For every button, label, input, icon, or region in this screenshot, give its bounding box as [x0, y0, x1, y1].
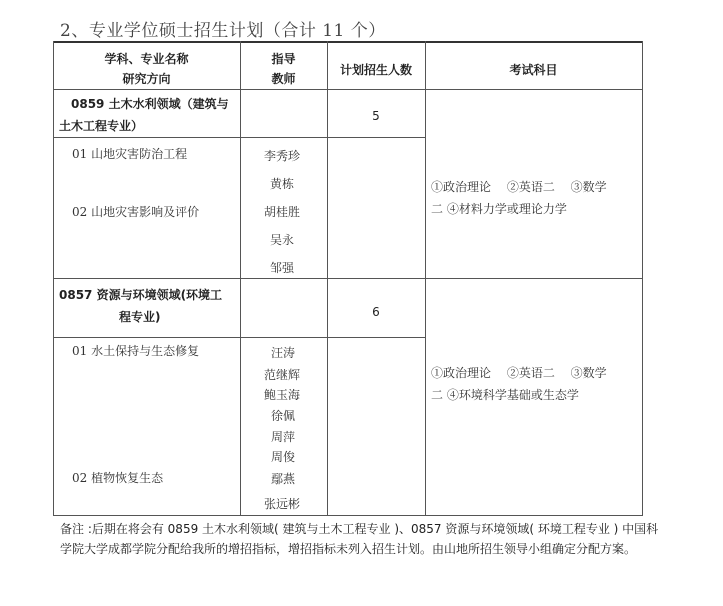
header-teacher [240, 49, 327, 89]
section1-plan-count: 5 [372, 109, 380, 123]
table-top-border [53, 41, 643, 43]
section2-teacher-6: 周俊 [271, 450, 296, 464]
header-subject [53, 49, 240, 89]
section2-teacher-1: 汪涛 [271, 346, 296, 360]
section2-teacher-8: 张远彬 [264, 497, 301, 511]
section2-exam-line1: ①政治理论 ②英语二 ③数学 [431, 366, 607, 380]
page-title: 2、专业学位硕士招生计划（合计 11 个） [60, 21, 386, 41]
section2-field-divider [53, 337, 425, 338]
section1-exam-line1: ①政治理论 ②英语二 ③数学 [431, 180, 607, 194]
section1-teacher-2: 黄栋 [270, 177, 295, 191]
section1-field-name [59, 93, 239, 137]
section1-field-line1: 0859 土木水利领域（建筑与 [71, 97, 229, 111]
col-divider-1 [240, 41, 241, 516]
section1-exam-line2: 二 ④材料力学或理论力学 [431, 202, 567, 216]
section2-direction-2: 02 植物恢复生态 [72, 471, 164, 485]
header-teacher-line1: 指导 [271, 52, 296, 66]
section2-teacher-5: 周萍 [271, 430, 296, 444]
section2-plan-count: 6 [372, 305, 380, 319]
section1-direction-1: 01 山地灾害防治工程 [72, 147, 188, 161]
section1-teacher-4: 吴永 [270, 233, 295, 247]
col-divider-3 [425, 41, 426, 516]
footnote: 备注 :后期在将会有 0859 土木水利领域( 建筑与土木工程专业 )、0857 资源与环境领域( 环境工程专业 ) 中国科学院大学成都学院分配给我所的增招指标，增招指标未列入招生计划。由山地所招生领导小组确定分配方案。 [60, 522, 659, 556]
section2-exam-line2: 二 ④环境科学基础或生态学 [431, 388, 579, 402]
table-right-border [642, 41, 643, 516]
header-bottom-border [53, 89, 643, 90]
header-plan: 计划招生人数 [339, 63, 412, 77]
section2-teacher-2: 范继辉 [264, 368, 301, 382]
section2-teacher-4: 徐佩 [271, 409, 296, 423]
section1-teacher-1: 李秀珍 [264, 149, 301, 163]
table-left-border [53, 41, 54, 516]
section1-exam-subjects [431, 176, 639, 220]
section2-field-line2: 程专业) [119, 310, 161, 324]
section2-field-name [59, 284, 239, 328]
section2-teacher-7: 鄢燕 [271, 472, 296, 486]
section2-exam-subjects [431, 362, 639, 406]
section1-teacher-5: 邹强 [270, 261, 295, 275]
header-teacher-line2: 教师 [271, 72, 296, 86]
section2-direction-1: 01 水土保持与生态修复 [72, 344, 200, 358]
section1-direction-2: 02 山地灾害影响及评价 [72, 205, 200, 219]
table-bottom-border [53, 515, 643, 516]
section2-field-line1: 0857 资源与环境领域(环境工 [59, 288, 223, 302]
section2-teacher-3: 鲍玉海 [264, 388, 301, 402]
section1-teacher-3: 胡桂胜 [264, 205, 301, 219]
header-direction-label: 研究方向 [122, 72, 171, 86]
header-exam: 考试科目 [509, 63, 558, 77]
section1-field-divider [53, 137, 425, 138]
section1-field-line2: 土木工程专业） [59, 119, 144, 133]
section-divider [53, 278, 643, 279]
header-subject-label: 学科、专业名称 [104, 52, 189, 66]
